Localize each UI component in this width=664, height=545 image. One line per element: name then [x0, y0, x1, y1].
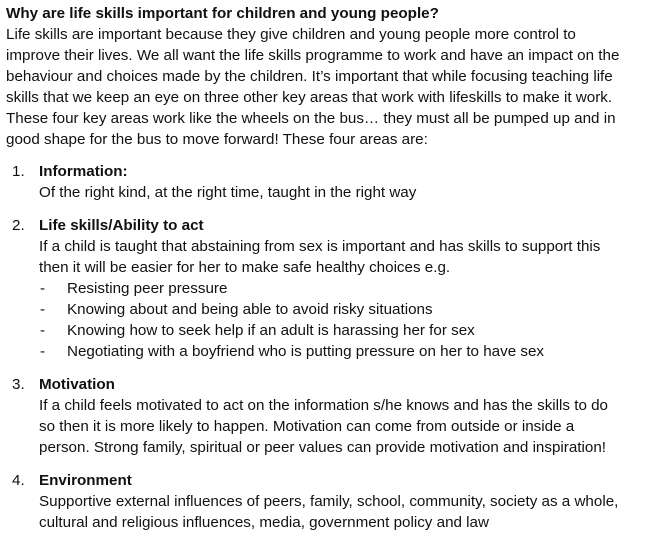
key-areas-list — [6, 161, 662, 533]
list-item-text: so then it is more likely to happen. Motivation can come from outside or inside a — [39, 418, 575, 435]
bullet-text: Negotiating with a boyfriend who is putting pressure on her to have sex — [67, 343, 544, 360]
list-item-environment — [6, 470, 662, 533]
dash-marker: - — [40, 280, 46, 297]
intro-line: Life skills are important because they give children and young people more control to — [6, 26, 576, 43]
list-item-number: 4. — [12, 472, 25, 489]
dash-marker: - — [40, 301, 46, 318]
list-item-text: If a child is taught that abstaining from sex is important and has skills to support this — [39, 238, 601, 255]
list-item-number: 3. — [12, 376, 25, 393]
list-item-motivation — [6, 374, 662, 458]
bullet-text: Knowing how to seek help if an adult is harassing her for sex — [67, 322, 475, 339]
list-item-text: Supportive external influences of peers, family, school, community, society as a whole, — [39, 493, 619, 510]
intro-line: improve their lives. We all want the life skills programme to work and have an impact on the — [6, 47, 620, 64]
bullet-text: Knowing about and being able to avoid risky situations — [67, 301, 433, 318]
list-item-title: Motivation — [39, 376, 115, 393]
list-item-title: Life skills/Ability to act — [39, 217, 204, 234]
dash-marker: - — [40, 343, 46, 360]
dash-marker: - — [40, 322, 46, 339]
intro-line: These four key areas work like the wheels on the bus… they must all be pumped up and in — [6, 110, 616, 127]
document-page — [6, 3, 662, 545]
document-heading: Why are life skills important for children and young people? — [6, 5, 439, 22]
list-item-title: Information: — [39, 163, 128, 180]
list-item-number: 2. — [12, 217, 25, 234]
bullet-item — [39, 299, 662, 320]
list-item-text: person. Strong family, spiritual or peer values can provide motivation and inspiration! — [39, 439, 607, 456]
bullet-list — [39, 278, 662, 362]
list-item-text: cultural and religious influences, media, government policy and law — [39, 514, 489, 531]
list-item-number: 1. — [12, 163, 25, 180]
intro-line: good shape for the bus to move forward! These four areas are: — [6, 131, 428, 148]
bullet-item — [39, 278, 662, 299]
list-item-title: Environment — [39, 472, 132, 489]
bullet-item — [39, 341, 662, 362]
list-item-text: Of the right kind, at the right time, taught in the right way — [39, 184, 417, 201]
bullet-item — [39, 320, 662, 341]
list-item-life-skills — [6, 215, 662, 362]
intro-line: skills that we keep an eye on three other key areas that work with lifeskills to make it work. — [6, 89, 613, 106]
intro-line: behaviour and choices made by the children. It’s important that while focusing teaching life — [6, 68, 613, 85]
bullet-text: Resisting peer pressure — [67, 280, 228, 297]
list-item-text: then it will be easier for her to make safe healthy choices e.g. — [39, 259, 451, 276]
intro-paragraph — [6, 24, 662, 150]
list-item-information — [6, 161, 662, 203]
list-item-text: If a child feels motivated to act on the information s/he knows and has the skills to do — [39, 397, 608, 414]
